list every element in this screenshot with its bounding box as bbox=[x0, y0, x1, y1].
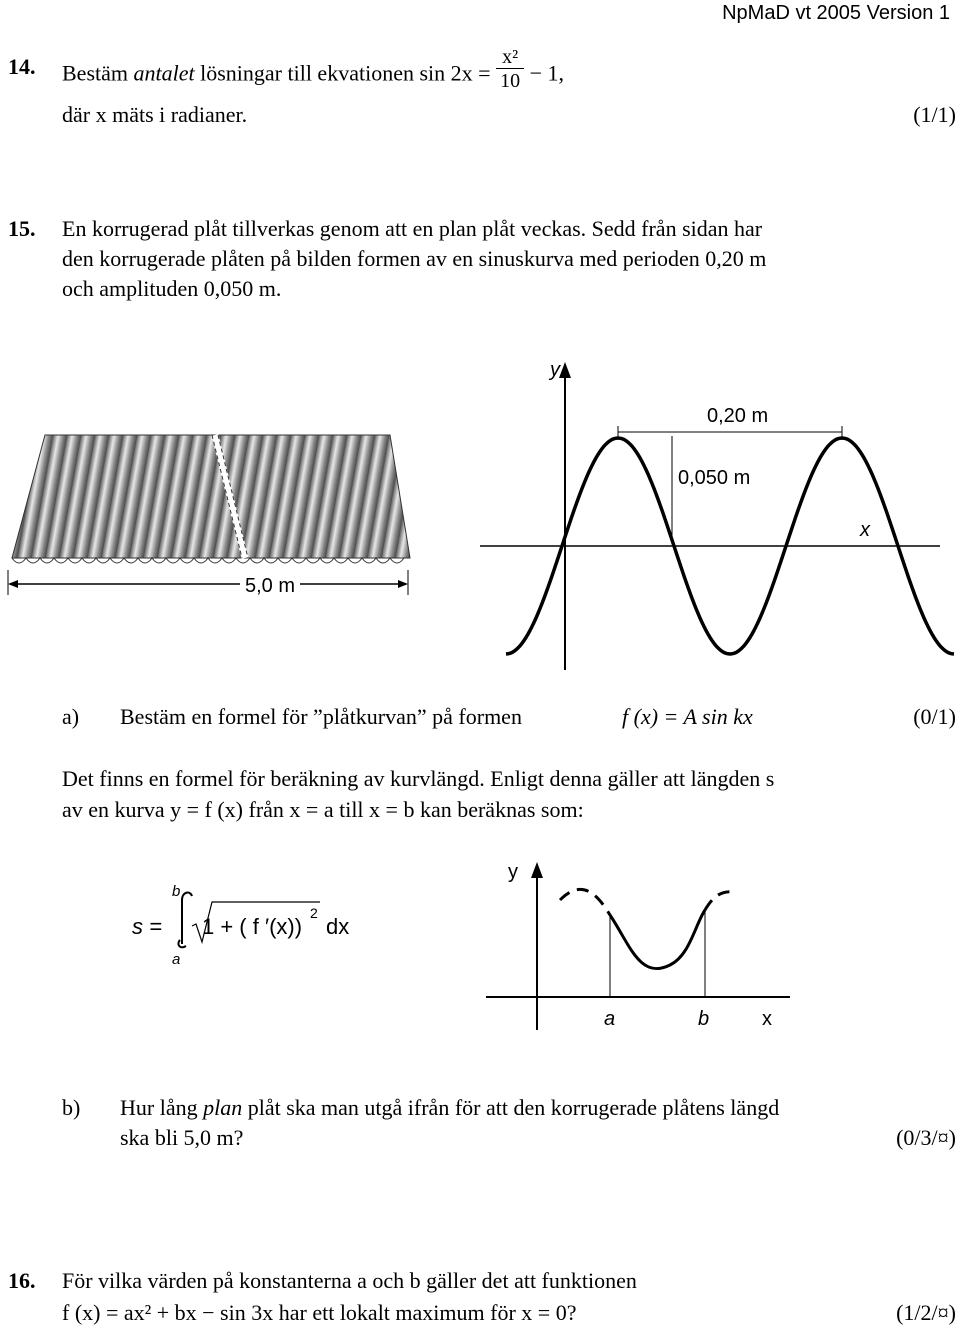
arc-curve-dashed-left bbox=[560, 889, 610, 915]
q16-points: (1/2/¤) bbox=[896, 1300, 956, 1325]
q15b-text-pre: Hur lång bbox=[120, 1095, 198, 1120]
q14-text-after: lösningar till ekvationen bbox=[200, 60, 414, 86]
q15b-label: b) bbox=[62, 1095, 81, 1120]
q14-line1 bbox=[62, 46, 564, 99]
q15-intro-line2: den korrugerade plåten på bilden formen av en sinuskurva med perioden 0,20 m bbox=[62, 246, 767, 271]
q15a-formula: f (x) = A sin kx bbox=[622, 704, 753, 729]
x-axis-label: x bbox=[860, 519, 870, 541]
q14-fraction-numerator: x² bbox=[502, 46, 519, 68]
q14-fraction-denominator: 10 bbox=[496, 68, 524, 93]
integral-lower-limit: a bbox=[172, 951, 181, 968]
arc-length-formula bbox=[120, 880, 380, 970]
q15b-text-post: plåt ska man utgå ifrån för att den korrugerade plåtens längd bbox=[247, 1095, 780, 1120]
y-axis-label: y bbox=[550, 359, 560, 381]
q16-number: 16. bbox=[8, 1268, 36, 1293]
q14-number: 14. bbox=[8, 54, 36, 79]
integral-sign bbox=[178, 893, 192, 948]
q14-emphasis: antalet bbox=[133, 60, 195, 86]
q15b-points: (0/3/¤) bbox=[896, 1125, 956, 1150]
sheet-bottom-edge bbox=[12, 558, 404, 563]
q15b-emphasis: plan bbox=[203, 1095, 243, 1120]
period-label: 0,20 m bbox=[707, 405, 769, 427]
q15-info-line1: Det finns en formel för beräkning av kurvlängd. Enligt denna gäller att längden s bbox=[62, 766, 775, 791]
q15-info-line2: av en kurva y = f (x) från x = a till x = b kan beräknas som: bbox=[62, 797, 584, 822]
arc-curve-solid bbox=[610, 910, 705, 969]
length-arrow-left bbox=[8, 580, 18, 588]
sheet-length-label: 5,0 m bbox=[244, 575, 296, 597]
arc-b-label: b bbox=[698, 1008, 710, 1030]
q15a-points: (0/1) bbox=[913, 704, 956, 729]
q14-equation-rhs: − 1, bbox=[529, 60, 564, 86]
q15-intro-line3: och amplituden 0,050 m. bbox=[62, 276, 282, 301]
q14-fraction bbox=[496, 46, 524, 93]
integral-lhs: s = bbox=[132, 914, 162, 939]
q16-line1: För vilka värden på konstanterna a och b gäller det att funktionen bbox=[62, 1268, 637, 1293]
integrand: 1 + ( f ′(x)) bbox=[202, 914, 303, 939]
page-header: NpMaD vt 2005 Version 1 bbox=[722, 2, 950, 24]
integral-dx: dx bbox=[326, 914, 350, 939]
q14-equation-lhs: sin 2x = bbox=[419, 60, 491, 86]
q15b-line2: ska bli 5,0 m? bbox=[120, 1125, 244, 1150]
length-arrow-right bbox=[398, 580, 408, 588]
corrugated-sheet-figure bbox=[0, 420, 420, 620]
sine-curve-figure bbox=[470, 350, 955, 680]
q15a-label: a) bbox=[62, 704, 80, 729]
q14-text: Bestäm bbox=[62, 60, 128, 86]
amplitude-label: 0,050 m bbox=[678, 467, 751, 489]
arc-y-axis-arrow bbox=[531, 862, 543, 878]
integral-upper-limit: b bbox=[172, 883, 181, 900]
integrand-exponent: 2 bbox=[310, 905, 318, 921]
arc-a-label: a bbox=[604, 1008, 616, 1030]
q15-number: 15. bbox=[8, 216, 36, 241]
corrugated-sheet bbox=[12, 435, 410, 558]
q14-points: (1/1) bbox=[913, 102, 956, 127]
q14-line2: där x mäts i radianer. bbox=[62, 102, 248, 127]
q15-intro-line1: En korrugerad plåt tillverkas genom att en plan plåt veckas. Sedd från sidan har bbox=[62, 216, 763, 241]
q16-line2: f (x) = ax² + bx − sin 3x har ett lokalt maximum för x = 0? bbox=[62, 1300, 577, 1325]
q15a-text: Bestäm en formel för ”plåtkurvan” på formen bbox=[120, 704, 522, 729]
arc-length-figure bbox=[480, 850, 800, 1035]
arc-x-axis-label: x bbox=[762, 1008, 772, 1030]
y-axis-arrow bbox=[559, 362, 571, 378]
q15b-line1 bbox=[120, 1093, 779, 1123]
arc-y-axis-label: y bbox=[508, 861, 518, 883]
arc-curve-dashed-right bbox=[705, 892, 735, 910]
